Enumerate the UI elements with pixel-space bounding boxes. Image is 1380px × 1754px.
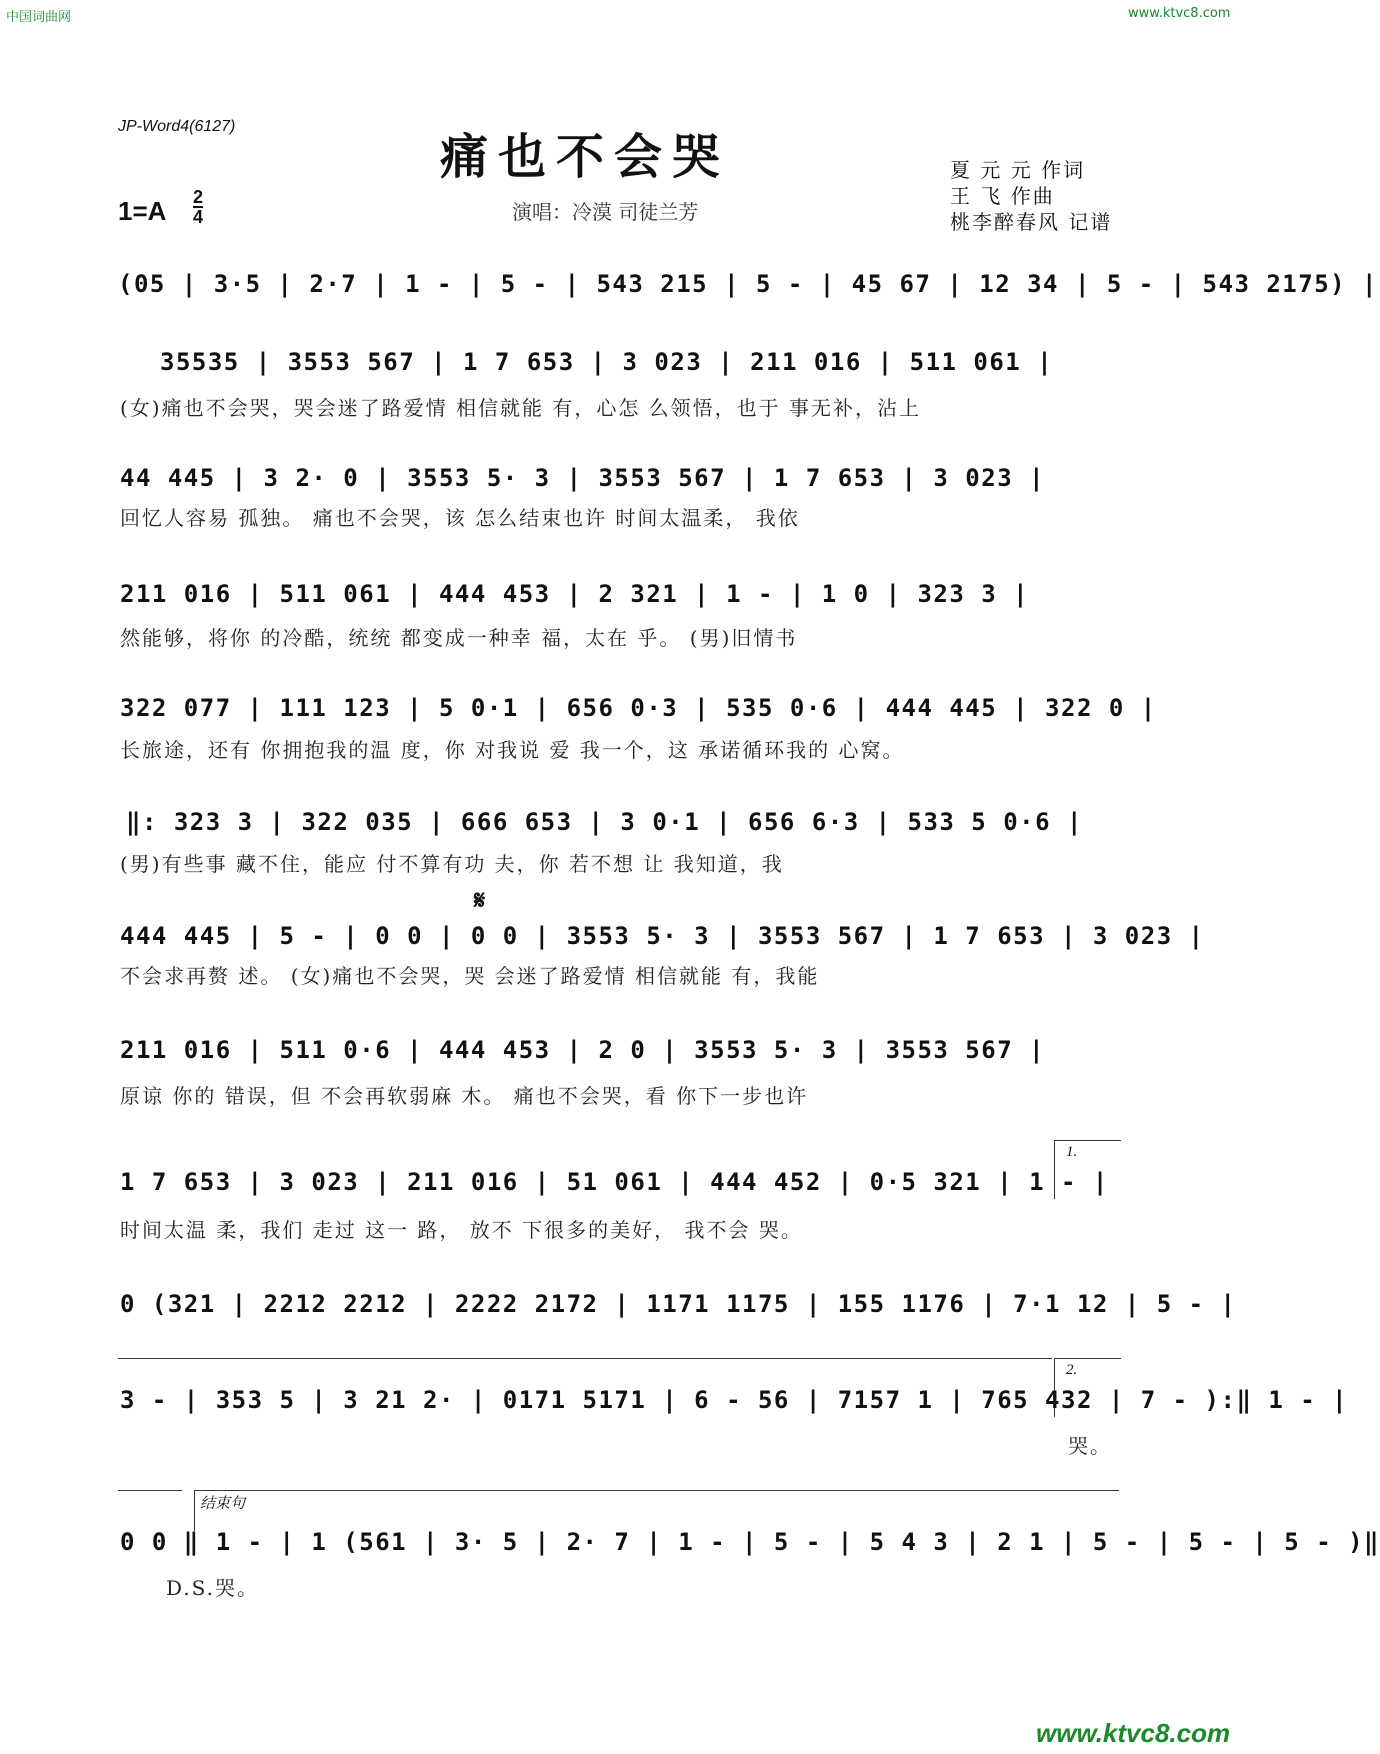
coda-lead-line [118,1490,182,1491]
transcriber-credit: 桃李醉春风 记谱 [950,210,1113,234]
notes-system-12: 0 0 ‖ 1 - | 1 (561 | 3· 5 | 2· 7 | 1 - | 5 - | 5 4 3 | 2 1 | 5 - | 5 - | 5 - )‖ [120,1528,1380,1556]
time-numerator: 2 [193,187,204,207]
lyrics-system-4: 然能够，将你 的冷酷，统统 都变成一种幸 福，太在 乎。 (男)旧情书 [120,626,798,650]
key-signature: 1=A [118,196,167,226]
lyrics-system-5: 长旅途，还有 你拥抱我的温 度，你 对我说 爱 我一个，这 承诺循环我的 心窝。 [120,738,905,762]
lyrics-system-11: 哭。 [1068,1434,1112,1458]
notes-system-9: 1 7 653 | 3 023 | 211 016 | 51 061 | 444 452 | 0·5 321 | 1 - | [120,1168,1109,1196]
ending-separator-line [118,1358,1052,1359]
coda-bracket [194,1490,1119,1531]
lyrics-system-12: D.S.哭。 [166,1576,260,1600]
notes-system-11: 3 - | 353 5 | 3 21 2· | 0171 5171 | 6 - 56 | 7157 1 | 765 432 | 7 - ):‖ 1 - | [120,1386,1349,1414]
lyrics-system-7: 不会求再赘 述。 (女)痛也不会哭，哭 会迷了路爱情 相信就能 有，我能 [120,964,820,988]
watermark: www.ktvc8.com [1036,1718,1231,1748]
notes-system-8: 211 016 | 511 0·6 | 444 453 | 2 0 | 3553 5· 3 | 3553 567 | [120,1036,1046,1064]
notes-system-1: (05 | 3·5 | 2·7 | 1 - | 5 - | 543 215 | 5 - | 45 67 | 12 34 | 5 - | 543 2175) | [118,270,1378,298]
singers-line: 演唱：冷漠 司徒兰芳 [512,200,699,224]
time-signature [193,188,203,226]
notes-system-5: 322 077 | 111 123 | 5 0·1 | 656 0·3 | 535 0·6 | 444 445 | 322 0 | [120,694,1157,722]
notes-system-3: 44 445 | 3 2· 0 | 3553 5· 3 | 3553 567 | 1 7 653 | 3 023 | [120,464,1046,492]
site-name-left[interactable]: 中国词曲网 [6,10,72,25]
lyricist-credit: 夏 元 元 作词 [950,158,1086,182]
coda-label: 结束句 [200,1496,246,1512]
lyrics-system-3: 回忆人容易 孤独。 痛也不会哭，该 怎么结束也许 时间太温柔， 我依 [120,506,800,530]
notes-system-7: 444 445 | 5 - | 0 0 | 0 0 | 3553 5· 3 | 3553 567 | 1 7 653 | 3 023 | [120,922,1205,950]
software-label: JP-Word4(6127) [118,118,236,135]
lyrics-system-2: (女)痛也不会哭，哭会迷了路爱情 相信就能 有，心怎 么领悟，也于 事无补，沾上 [120,396,922,420]
lyrics-system-6: (男)有些事 藏不住，能应 付不算有功 夫，你 若不想 让 我知道，我 [120,852,784,876]
lyrics-system-8: 原谅 你的 错误，但 不会再软弱麻 木。 痛也不会哭，看 你下一步也许 [120,1084,809,1108]
notes-system-4: 211 016 | 511 061 | 444 453 | 2 321 | 1 - | 1 0 | 323 3 | [120,580,1030,608]
composer-credit: 王 飞 作曲 [950,184,1055,208]
notes-system-2: 35535 | 3553 567 | 1 7 653 | 3 023 | 211 016 | 511 061 | [160,348,1054,376]
time-denominator: 4 [193,207,204,227]
song-title: 痛也不会哭 [440,129,731,185]
lyrics-system-9: 时间太温 柔，我们 走过 这一 路， 放不 下很多的美好， 我不会 哭。 [120,1218,803,1242]
site-url-right[interactable]: www.ktvc8.com [1128,6,1231,21]
ending-1-label: 1. [1066,1144,1078,1160]
segno-mark: 𝄋 [474,886,486,916]
notes-system-6: ‖: 323 3 | 322 035 | 666 653 | 3 0·1 | 656 6·3 | 533 5 0·6 | [126,808,1083,836]
notes-system-10: 0 (321 | 2212 2212 | 2222 2172 | 1171 1175 | 155 1176 | 7·1 12 | 5 - | [120,1290,1237,1318]
ending-2-label: 2. [1066,1362,1078,1378]
